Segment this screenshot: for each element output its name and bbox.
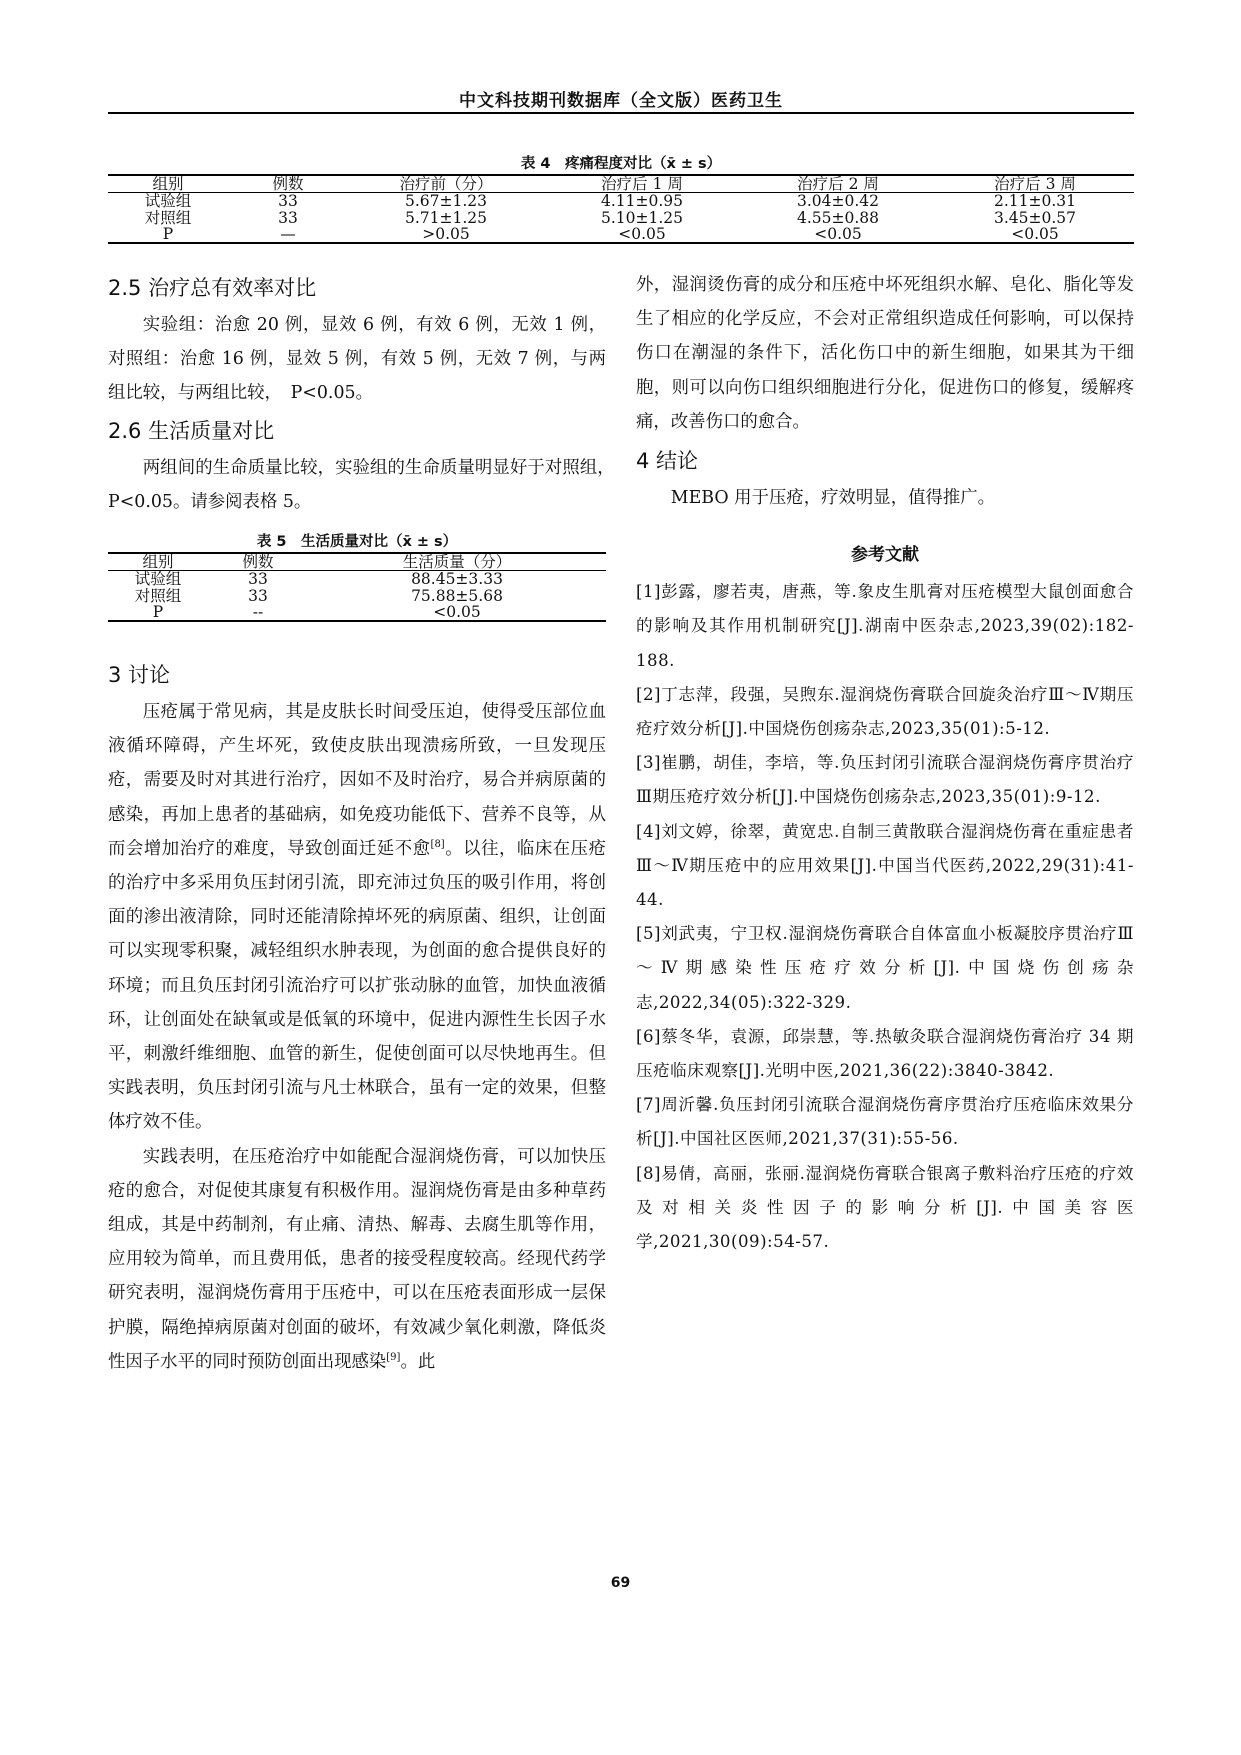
reference-item: [2]丁志萍，段强，吴煦东.湿润烧伤膏联合回旋灸治疗Ⅲ～Ⅳ期压疮疗效分析[J].中国烧伤创疡杂志,2023,35(01):5-12.: [636, 684, 1134, 739]
table4-header-cell: 治疗后 3 周: [936, 175, 1134, 193]
page-number: 69: [610, 1575, 631, 1591]
table4-header-cell: 治疗后 1 周: [544, 175, 740, 193]
table4-cell: <0.05: [936, 226, 1134, 243]
reference-item: [4]刘文婷，徐翠，黄宽忠.自制三黄散联合湿润烧伤膏在重症患者Ⅲ～Ⅳ期压疮中的应用效果[J].中国当代医药,2022,29(31):41-44.: [636, 821, 1134, 910]
table4-cell: 3.45±0.57: [993, 208, 1076, 227]
table5-header-cell: 组别: [108, 553, 208, 571]
reference-item: [7]周沂馨.负压封闭引流联合湿润烧伤膏序贯治疗压疮临床效果分析[J].中国社区医师,2021,37(31):55-56.: [636, 1095, 1134, 1149]
section-heading-4: 4 结论: [636, 449, 699, 474]
table-row: [108, 604, 606, 621]
table-row: [108, 571, 606, 588]
left-column-upper: [108, 268, 624, 519]
spacer: [636, 515, 1134, 535]
table4-cell: 对照组: [144, 208, 192, 227]
table4-cell: —: [228, 226, 348, 243]
references-heading: 参考文献: [851, 545, 919, 566]
section-heading-2-5: 2.5 治疗总有效率对比: [108, 276, 317, 300]
table5-cell: 对照组: [134, 586, 182, 605]
table5-cell: 88.45±3.33: [411, 570, 503, 589]
table4-cell: 3.04±0.42: [796, 192, 879, 211]
section-heading-2-6: 2.6 生活质量对比: [108, 418, 275, 443]
table4-cell: 2.11±0.31: [993, 192, 1076, 211]
table4-cell: 33: [278, 208, 298, 227]
table4-header-cell: 治疗前（分）: [348, 175, 544, 193]
table5-header-cell: 生活质量（分）: [308, 553, 606, 571]
table4-cell: >0.05: [348, 226, 544, 243]
table5: [108, 552, 606, 622]
paragraph-2-6: 两组间的生命质量比较，实验组的生命质量明显好于对照组， P<0.05。请参阅表格 5。: [108, 457, 624, 512]
table4-cell: 4.11±0.95: [600, 192, 683, 211]
discussion-2-text-b: 。此: [400, 1351, 436, 1372]
left-column-lower: [108, 655, 606, 1379]
table5-cell: P: [108, 604, 208, 621]
table4-cell: 33: [278, 192, 298, 211]
table5-cell: 33: [248, 586, 268, 605]
right-column: [636, 268, 1134, 1259]
table5-cell: <0.05: [308, 604, 606, 621]
table5-cell: 试验组: [134, 570, 182, 589]
table5-cell: 75.88±5.68: [411, 586, 503, 605]
table4: [108, 174, 1134, 244]
table4-header-cell: 治疗后 2 周: [740, 175, 936, 193]
table4-cell: 4.55±0.88: [796, 208, 879, 227]
reference-item: [5]刘武夷，宁卫权.湿润烧伤膏联合自体富血小板凝胶序贯治疗Ⅲ～Ⅳ期感染性压疮疗效分析[J].中国烧伤创疡杂志,2022,34(05):322-329.: [636, 924, 1134, 1012]
paragraph-continuation: 外，湿润烫伤膏的成分和压疮中坏死组织水解、皂化、脂化等发生了相应的化学反应，不会对正常组织造成任何影响，可以保持伤口在潮湿的条件下，活化伤口中的新生细胞，如果其为干细胞，则可以向伤口组织细胞进行分化，促进伤口的修复，缓解疼痛，改善伤口的愈合。: [636, 275, 1134, 432]
table4-cell: P: [108, 226, 228, 243]
table5-cell: --: [208, 604, 308, 621]
table-row: [108, 210, 1134, 226]
table-row: [108, 193, 1134, 210]
table5-cell: 33: [248, 570, 268, 589]
table4-header-cell: 组别: [108, 175, 228, 193]
table4-cell: 试验组: [144, 192, 192, 211]
journal-header: 中文科技期刊数据库（全文版）医药卫生: [459, 91, 783, 111]
reference-item: [6]蔡冬华，袁源，邱崇慧，等.热敏灸联合湿润烧伤膏治疗 34 期压疮临床观察[J].光明中医,2021,36(22):3840-3842.: [636, 1026, 1134, 1081]
section-heading-3: 3 讨论: [108, 663, 171, 687]
reference-item: [8]易倩，高丽，张丽.湿润烧伤膏联合银离子敷料治疗压疮的疗效及对相关炎性因子的影响分析[J].中国美容医学,2021,30(09):54-57.: [636, 1163, 1134, 1252]
reference-item: [1]彭露，廖若夷，唐燕，等.象皮生肌膏对压疮模型大鼠创面愈合的影响及其作用机制研究[J].湖南中医杂志,2023,39(02):182-188.: [636, 582, 1134, 670]
paragraph-2-5: 实验组：治愈 20 例，显效 6 例，有效 6 例，无效 1 例，对照组：治愈 16 例，显效 5 例，有效 5 例，无效 7 例，与两组比较，与两组比较， P<0.05。: [108, 315, 606, 404]
discussion-1-text-b: 。以往，临床在压疮的治疗中多采用负压封闭引流，即充沛过负压的吸引作用，将创面的渗出液清除，同时还能清除掉坏死的病原菌、组织，让创面可以实现零积聚，减轻组织水肿表现，为创面的愈合提供良好的环境；而且负压封闭引流治疗可以扩张动脉的血管，加快血液循环，让创面处在缺氧或是低氧的环境中，促进内源性生长因子水平，刺激纤维细胞、血管的新生，促使创面可以尽快地再生。但实践表明，负压封闭引流与凡士林联合，虽有一定的效果，但整体疗效不佳。: [108, 838, 606, 1133]
paragraph-conclusion: MEBO 用于压疮，疗效明显，值得推广。: [670, 488, 996, 509]
table4-cell: 5.10±1.25: [600, 208, 683, 227]
citation-9: [9]: [386, 1352, 401, 1364]
table4-cell: <0.05: [544, 226, 740, 243]
paragraph-discussion-1: [108, 695, 606, 1140]
table-row: [108, 588, 606, 604]
header-rule: [108, 112, 1134, 114]
table4-cell: 5.67±1.23: [404, 192, 487, 211]
table-row: [108, 226, 1134, 243]
table4-cell: <0.05: [740, 226, 936, 243]
paragraph-discussion-2: [108, 1140, 606, 1379]
table5-caption: 表 5 生活质量对比（x̄ ± s）: [256, 534, 458, 550]
table4-header-cell: 例数: [228, 175, 348, 193]
discussion-2-text-a: 实践表明，在压疮治疗中如能配合湿润烧伤膏，可以加快压疮的愈合，对促使其康复有积极作用。湿润烧伤膏是由多种草药组成，其是中药制剂，有止痛、清热、解毒、去腐生肌等作用，应用较为简单，而且费用低，患者的接受程度较高。经现代药学研究表明，湿润烧伤膏用于压疮中，可以在压疮表面形成一层保护膜，隔绝掉病原菌对创面的破坏，有效减少氧化刺激，降低炎性因子水平的同时预防创面出现感染: [108, 1146, 606, 1372]
citation-8: [8]: [430, 839, 445, 851]
discussion-1-text-a: 压疮属于常见病，其是皮肤长时间受压迫，使得受压部位血液循环障碍，产生坏死，致使皮肤出现溃疡所致，一旦发现压疮，需要及时对其进行治疗，因如不及时治疗，易合并病原菌的感染，再加上患者的基础病，如免疫功能低下、营养不良等，从而会增加治疗的难度，导致创面迁延不愈: [108, 702, 606, 859]
table5-header-cell: 例数: [208, 553, 308, 571]
table4-caption: 表 4 疼痛程度对比（x̄ ± s）: [520, 156, 722, 172]
table4-cell: 5.71±1.25: [404, 208, 487, 227]
reference-item: [3]崔鹏，胡佳，李培，等.负压封闭引流联合湿润烧伤膏序贯治疗Ⅲ期压疮疗效分析[J].中国烧伤创疡杂志,2023,35(01):9-12.: [636, 753, 1134, 807]
